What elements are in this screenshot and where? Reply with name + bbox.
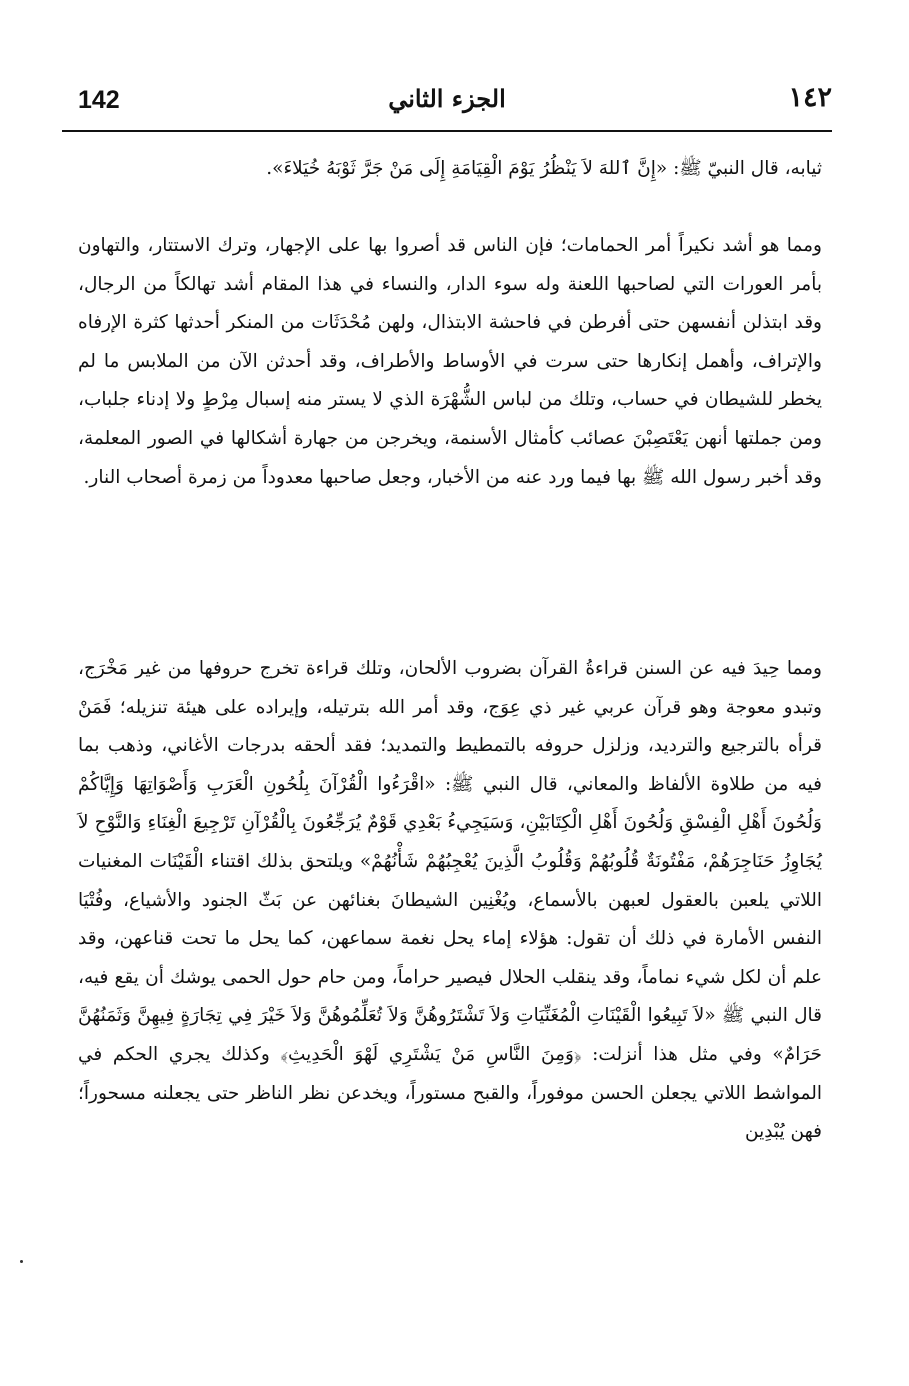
paragraph-quran-recitation xyxy=(78,650,822,1152)
paragraph-bathhouses xyxy=(78,227,822,497)
paragraph-text: ثيابه، قال النبيّ ﷺ: «إِنَّ ٱللهَ لاَ يَنْظُرُ يَوْمَ الْقِيَامَةِ إِلَى مَنْ جَرَّ ثَوْبَهُ خُيَلاءَ». xyxy=(266,158,822,179)
running-title: الجزء الثاني xyxy=(388,84,506,113)
header-rule xyxy=(62,130,832,132)
paragraph-continuation xyxy=(78,150,822,189)
page-header xyxy=(62,82,832,126)
paragraph-text: ومما هو أشد نكيراً أمر الحمامات؛ فإن الناس قد أصروا بها على الإجهار، وترك الاستتار، والتهاون بأمر العورات التي لصاحبها اللعنة وله سوء الدار، والنساء في هذا المقام أشد تهالكاً من الرجال، وقد ابتذلن أنفسهن حتى أفرطن في فاحشة الابتذال، ولهن مُحْدَثَات من المنكر أحدثها كثرة الإرفاه والإتراف، وأهمل إنكارها حتى سرت في الأوساط والأطراف، وقد أحدثن الآن من الملابس ما لم يخطر للشيطان في حساب، وتلك من لباس الشُّهْرَة الذي لا يستر منه إسبال مِرْطٍ ولا إدناء جلباب، ومن جملتها أنهن يَعْتَصِبْنَ عصائب كأمثال الأسنمة، ويخرجن من جهارة أشكالها في الصور المعلمة، وقد أخبر رسول الله ﷺ بها فيما ورد عنه من الأخبار، وجعل صاحبها معدوداً من زمرة أصحاب النار. xyxy=(78,235,822,488)
scan-speck xyxy=(20,1260,23,1263)
page-number-arabic: ١٤٢ xyxy=(788,82,832,113)
page-number-latin: 142 xyxy=(78,86,120,114)
paragraph-text: ومما حِيدَ فيه عن السنن قراءةُ القرآن بضروب الألحان، وتلك قراءة تخرج حروفها من غير مَخْرَج، وتبدو معوجة وهو قرآن عربي غير ذي عِوَج، وقد أمر الله بترتيله، وإيراده على هيئة تنزيله؛ فَمَنْ قرأه بالترجيع والترديد، وزلزل حروفه بالتمطيط والتمديد؛ فقد ألحقه بدرجات الأغاني، وذهب بما فيه من طلاوة الألفاظ والمعاني، قال النبي ﷺ: «اقْرَءُوا الْقُرْآنَ بِلُحُونِ الْعَرَبِ وَأَصْوَاتِهَا وَإِيَّاكُمْ وَلُحُونَ أَهْلِ الْفِسْقِ وَلُحُونَ أَهْلِ الْكِتَابَيْنِ، وَسَيَجِيءُ بَعْدِي قَوْمٌ يُرَجِّعُونَ بِالْقُرْآنِ تَرْجِيعَ الْغِنَاءِ وَالنَّوْحِ لاَ يُجَاوِزُ حَنَاجِرَهُمْ، مَفْتُونَةٌ قُلُوبُهُمْ وَقُلُوبُ الَّذِينَ يُعْجِبُهُمْ شَأْنُهُمْ» ويلتحق بذلك اقتناء الْقَيْنَات المغنيات اللاتي يلعبن بالعقول لعبهن بالأسماع، ويُغْنِين الشيطانَ بغنائهن عن بَثّ الجنود والأشياع، وفُتْيَا النفس الأمارة في ذلك أن تقول: هؤلاء إماء يحل نغمة سماعهن، كما يحل ما تحت قناعهن، وقد علم أن لكل شيء نماماً، وقد ينقلب الحلال فيصير حراماً، ومن حام حول الحمى يوشك أن يقع فيه، قال النبي ﷺ «لاَ تَبِيعُوا الْقَيْنَاتِ الْمُغَنِّيَاتِ وَلاَ تَشْتَرُوهُنَّ وَلاَ تُعَلِّمُوهُنَّ وَلاَ خَيْرَ فِي تِجَارَةٍ فِيهِنَّ وَثَمَنُهُنَّ حَرَامٌ» وفي مثل هذا أنزلت: ﴿وَمِنَ النَّاسِ مَنْ يَشْتَرِي لَهْوَ الْحَدِيثِ﴾ وكذلك يجري الحكم في المواشط اللاتي يجعلن الحسن موفوراً، والقبح مستوراً، ويخدعن نظر الناظر حتى يجعلنه مسحوراً؛ فهن يُبْدِين xyxy=(78,658,822,1143)
